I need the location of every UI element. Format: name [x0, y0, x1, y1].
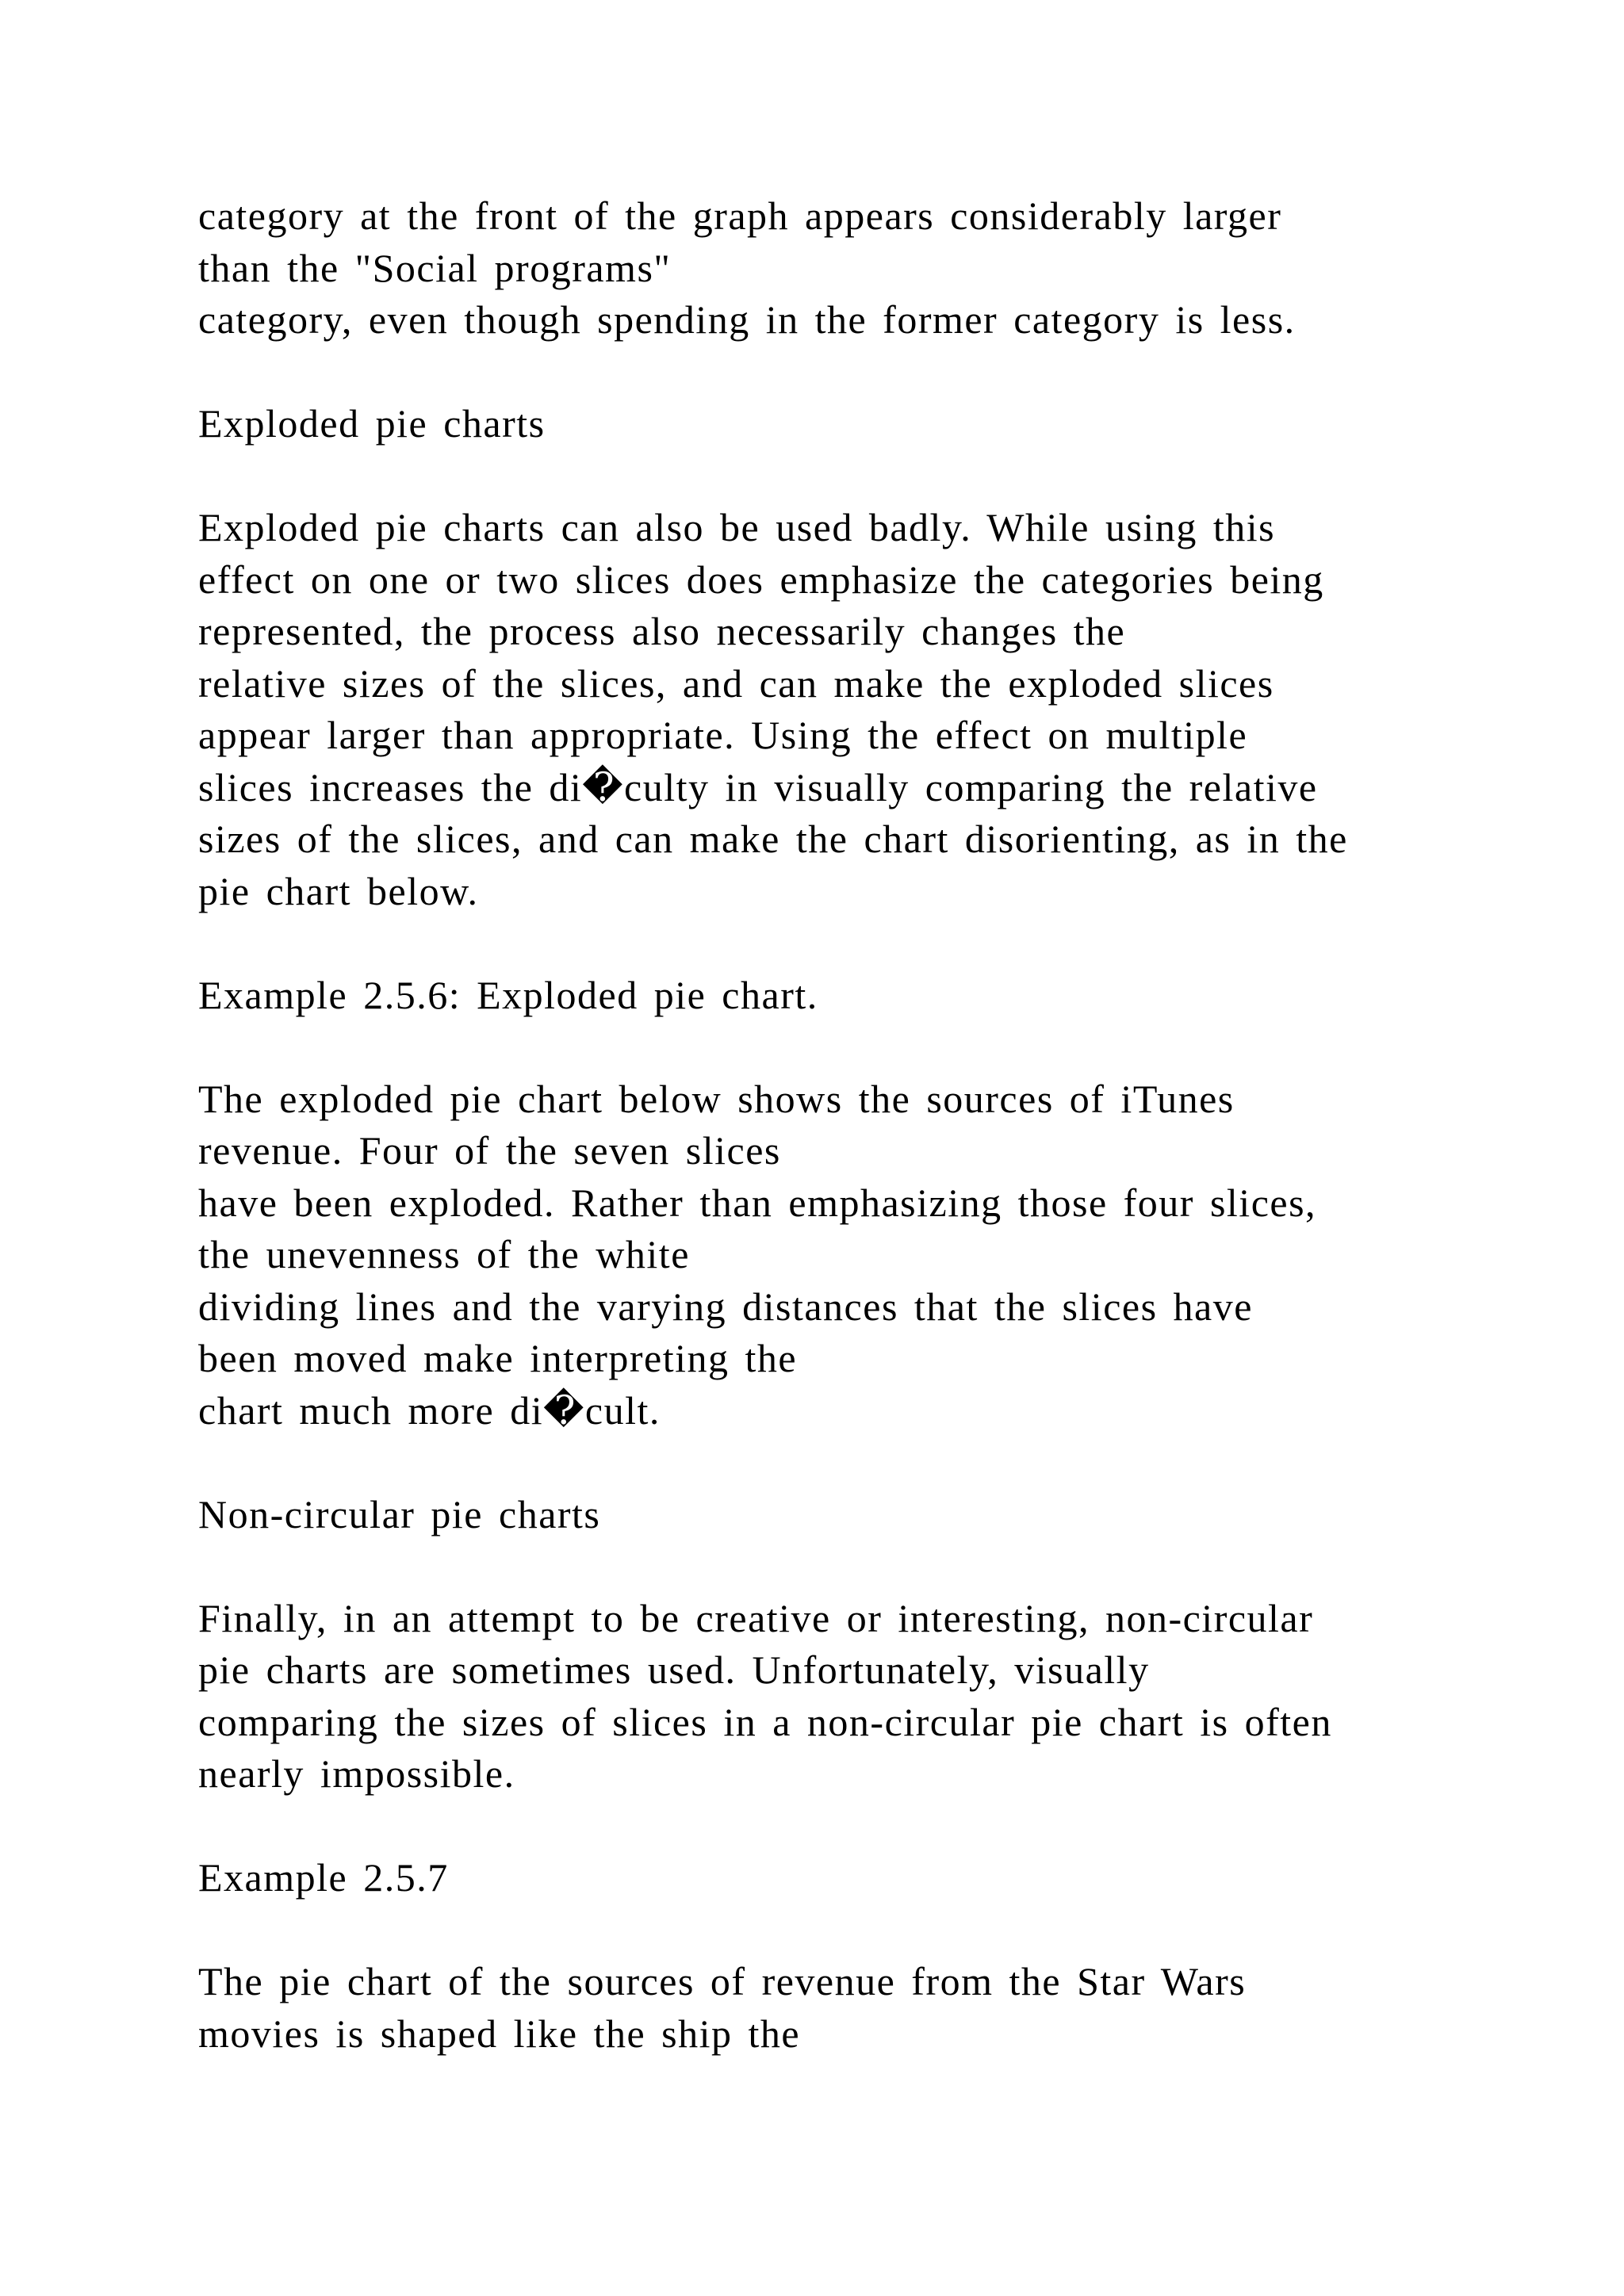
section-heading [198, 398, 1483, 450]
text-line: category, even though spending in the former category is less. [198, 297, 1296, 342]
heading-text: Exploded pie charts [198, 401, 546, 446]
heading-text: Example 2.5.7 [198, 1855, 449, 1900]
paragraph-gap [198, 1800, 1483, 1853]
paragraph-gap [198, 346, 1483, 399]
paragraph-block [198, 1073, 1483, 1437]
text-line: represented, the process also necessarily changes the [198, 609, 1126, 653]
text-line: movies is shaped like the ship the [198, 2011, 801, 2056]
paragraph-gap [198, 1904, 1483, 1957]
paragraph-gap [198, 917, 1483, 970]
paragraph-block [198, 502, 1483, 917]
text-line: dividing lines and the varying distances that the slices have [198, 1284, 1253, 1329]
paragraph-gap [198, 1540, 1483, 1593]
text-line: The pie chart of the sources of revenue from the Star Wars [198, 1959, 1247, 2003]
heading-text: Example 2.5.6: Exploded pie chart. [198, 972, 818, 1017]
text-line: comparing the sizes of slices in a non-circular pie chart is often [198, 1699, 1332, 1744]
text-line: appear larger than appropriate. Using the effect on multiple [198, 713, 1248, 757]
text-line: The exploded pie chart below shows the sources of iTunes [198, 1076, 1235, 1121]
text-line: slices increases the di�culty in visually comparing the relative [198, 764, 1318, 809]
paragraph-block [198, 1956, 1483, 2060]
heading-text: Non-circular pie charts [198, 1491, 601, 1536]
paragraph-gap [198, 1437, 1483, 1489]
text-line: have been exploded. Rather than emphasizing those four slices, [198, 1180, 1317, 1225]
paragraph-block [198, 1593, 1483, 1800]
document-text [198, 190, 1483, 2060]
text-line: been moved make interpreting the [198, 1336, 798, 1380]
text-line: relative sizes of the slices, and can make the exploded slices [198, 660, 1274, 706]
paragraph-gap [198, 450, 1483, 503]
text-line: than the "Social programs" [198, 245, 672, 290]
text-line: Finally, in an attempt to be creative or interesting, non-circular [198, 1595, 1314, 1640]
paragraph-block [198, 190, 1483, 346]
text-line: chart much more di�cult. [198, 1387, 661, 1433]
text-line: the unevenness of the white [198, 1232, 690, 1276]
text-line: revenue. Four of the seven slices [198, 1128, 781, 1173]
text-line: pie charts are sometimes used. Unfortunately, visually [198, 1647, 1150, 1692]
text-line: pie chart below. [198, 868, 479, 913]
text-line: Exploded pie charts can also be used badly. While using this [198, 505, 1276, 549]
text-line: effect on one or two slices does emphasize the categories being [198, 557, 1324, 602]
text-line: nearly impossible. [198, 1751, 515, 1796]
paragraph-gap [198, 1021, 1483, 1073]
example-heading [198, 970, 1483, 1022]
section-heading [198, 1489, 1483, 1541]
text-line: category at the front of the graph appears considerably larger [198, 193, 1282, 238]
text-line: sizes of the slices, and can make the chart disorienting, as in the [198, 817, 1348, 861]
example-heading [198, 1852, 1483, 1904]
